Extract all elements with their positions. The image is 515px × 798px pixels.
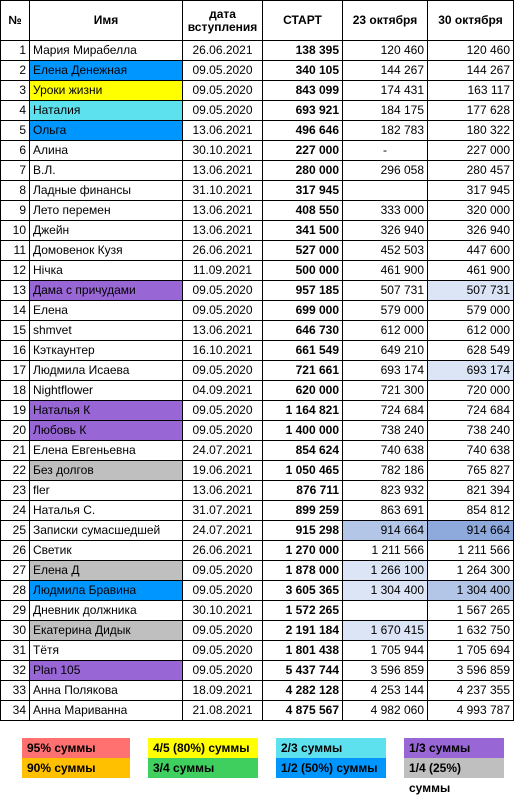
- row-start: 1 270 000: [263, 541, 343, 561]
- row-number: 24: [1, 501, 30, 521]
- row-start: 957 185: [263, 281, 343, 301]
- table-row: [1, 261, 514, 281]
- row-oct23: 721 300: [343, 381, 428, 401]
- row-name: Людмила Исаева: [30, 361, 183, 381]
- row-date: 13.06.2021: [183, 201, 263, 221]
- table-row: [1, 201, 514, 221]
- row-number: 23: [1, 481, 30, 501]
- row-oct23: 823 932: [343, 481, 428, 501]
- row-oct30: 120 460: [428, 41, 514, 61]
- row-name: Наталья С.: [30, 501, 183, 521]
- row-number: 13: [1, 281, 30, 301]
- row-name: Кэткаунтер: [30, 341, 183, 361]
- row-oct30: 854 812: [428, 501, 514, 521]
- row-oct23: 120 460: [343, 41, 428, 61]
- row-number: 34: [1, 701, 30, 721]
- table-row: [1, 341, 514, 361]
- row-name: Елена Евгеньевна: [30, 441, 183, 461]
- row-name: Лето перемен: [30, 201, 183, 221]
- table-row: [1, 361, 514, 381]
- row-name: Тётя: [30, 641, 183, 661]
- table-row: [1, 281, 514, 301]
- table-row: [1, 121, 514, 141]
- row-date: 13.06.2021: [183, 121, 263, 141]
- legend-item: 1/2 (50%) суммы: [276, 758, 386, 778]
- row-start: 527 000: [263, 241, 343, 261]
- row-oct30: 1 567 265: [428, 601, 514, 621]
- row-number: 27: [1, 561, 30, 581]
- row-oct23: 1 211 566: [343, 541, 428, 561]
- row-start: 317 945: [263, 181, 343, 201]
- row-number: 9: [1, 201, 30, 221]
- row-number: 8: [1, 181, 30, 201]
- row-oct30: 579 000: [428, 301, 514, 321]
- row-start: 2 191 184: [263, 621, 343, 641]
- row-oct30: 4 993 787: [428, 701, 514, 721]
- table-row: [1, 621, 514, 641]
- row-date: 26.06.2021: [183, 541, 263, 561]
- legend-item: 2/3 суммы: [276, 738, 386, 758]
- row-number: 29: [1, 601, 30, 621]
- legend-item: 1/3 суммы: [404, 738, 504, 758]
- row-oct23: 144 267: [343, 61, 428, 81]
- row-start: 699 000: [263, 301, 343, 321]
- row-oct23: 693 174: [343, 361, 428, 381]
- row-start: 1 801 438: [263, 641, 343, 661]
- table-row: [1, 101, 514, 121]
- row-start: 280 000: [263, 161, 343, 181]
- color-legend: [0, 728, 514, 795]
- row-number: 15: [1, 321, 30, 341]
- row-start: 227 000: [263, 141, 343, 161]
- row-number: 6: [1, 141, 30, 161]
- row-date: 04.09.2021: [183, 381, 263, 401]
- row-date: 09.05.2020: [183, 401, 263, 421]
- row-oct30: 1 304 400: [428, 581, 514, 601]
- row-date: 30.10.2021: [183, 141, 263, 161]
- row-start: 1 164 821: [263, 401, 343, 421]
- row-name: Светик: [30, 541, 183, 561]
- row-number: 3: [1, 81, 30, 101]
- row-oct23: 333 000: [343, 201, 428, 221]
- row-number: 26: [1, 541, 30, 561]
- row-name: Людмила Бравина: [30, 581, 183, 601]
- table-row: [1, 301, 514, 321]
- row-name: Любовь К: [30, 421, 183, 441]
- table-row: [1, 401, 514, 421]
- row-start: 854 624: [263, 441, 343, 461]
- row-start: 1 400 000: [263, 421, 343, 441]
- row-start: 4 875 567: [263, 701, 343, 721]
- table-row: [1, 541, 514, 561]
- table-row: [1, 701, 514, 721]
- table-row: [1, 421, 514, 441]
- row-number: 32: [1, 661, 30, 681]
- row-number: 28: [1, 581, 30, 601]
- row-oct30: 317 945: [428, 181, 514, 201]
- table-row: [1, 381, 514, 401]
- row-oct30: 447 600: [428, 241, 514, 261]
- row-oct23: 740 638: [343, 441, 428, 461]
- legend-item: 4/5 (80%) суммы: [148, 738, 258, 758]
- row-name: Наталья К: [30, 401, 183, 421]
- row-start: 1 878 000: [263, 561, 343, 581]
- row-oct23: 782 186: [343, 461, 428, 481]
- row-date: 21.08.2021: [183, 701, 263, 721]
- row-oct30: 1 211 566: [428, 541, 514, 561]
- row-oct30: 461 900: [428, 261, 514, 281]
- row-start: 693 921: [263, 101, 343, 121]
- row-oct30: 720 000: [428, 381, 514, 401]
- header-oct30: 30 октября: [428, 1, 514, 41]
- row-date: 26.06.2021: [183, 41, 263, 61]
- row-start: 408 550: [263, 201, 343, 221]
- row-date: 16.10.2021: [183, 341, 263, 361]
- table-row: [1, 441, 514, 461]
- row-date: 09.05.2020: [183, 621, 263, 641]
- row-name: Нічка: [30, 261, 183, 281]
- table-row: [1, 181, 514, 201]
- header-oct23: 23 октября: [343, 1, 428, 41]
- row-name: Дневник должника: [30, 601, 183, 621]
- row-oct23: 1 304 400: [343, 581, 428, 601]
- row-oct23: 1 670 415: [343, 621, 428, 641]
- row-oct30: 740 638: [428, 441, 514, 461]
- row-oct30: 1 264 300: [428, 561, 514, 581]
- row-oct23: 184 175: [343, 101, 428, 121]
- row-date: 09.05.2020: [183, 81, 263, 101]
- row-number: 14: [1, 301, 30, 321]
- table-row: [1, 501, 514, 521]
- row-start: 876 711: [263, 481, 343, 501]
- row-date: 19.06.2021: [183, 461, 263, 481]
- row-name: shmvet: [30, 321, 183, 341]
- row-oct23: 1 266 100: [343, 561, 428, 581]
- row-start: 138 395: [263, 41, 343, 61]
- row-name: fler: [30, 481, 183, 501]
- header-num: №: [1, 1, 30, 41]
- row-date: 09.05.2020: [183, 641, 263, 661]
- row-oct30: 724 684: [428, 401, 514, 421]
- row-start: 661 549: [263, 341, 343, 361]
- row-oct30: 612 000: [428, 321, 514, 341]
- row-start: 620 000: [263, 381, 343, 401]
- row-number: 21: [1, 441, 30, 461]
- row-name: Уроки жизни: [30, 81, 183, 101]
- header-row: [1, 1, 514, 41]
- row-oct30: 507 731: [428, 281, 514, 301]
- row-oct30: 821 394: [428, 481, 514, 501]
- row-name: Анна Полякова: [30, 681, 183, 701]
- row-oct30: 4 237 355: [428, 681, 514, 701]
- table-row: [1, 141, 514, 161]
- row-name: В.Л.: [30, 161, 183, 181]
- row-oct23: 4 253 144: [343, 681, 428, 701]
- table-row: [1, 41, 514, 61]
- table-row: [1, 61, 514, 81]
- row-start: 5 437 744: [263, 661, 343, 681]
- table-row: [1, 521, 514, 541]
- row-start: 3 605 365: [263, 581, 343, 601]
- row-oct23: 461 900: [343, 261, 428, 281]
- row-name: Екатерина Дидык: [30, 621, 183, 641]
- row-oct30: 320 000: [428, 201, 514, 221]
- row-number: 25: [1, 521, 30, 541]
- row-number: 18: [1, 381, 30, 401]
- row-date: 31.07.2021: [183, 501, 263, 521]
- row-start: 1 050 465: [263, 461, 343, 481]
- row-number: 7: [1, 161, 30, 181]
- row-date: 11.09.2021: [183, 261, 263, 281]
- row-start: 341 500: [263, 221, 343, 241]
- row-oct23: 914 664: [343, 521, 428, 541]
- row-oct30: 738 240: [428, 421, 514, 441]
- row-date: 09.05.2020: [183, 561, 263, 581]
- table-row: [1, 581, 514, 601]
- row-oct23: 3 596 859: [343, 661, 428, 681]
- row-name: Елена Д: [30, 561, 183, 581]
- header-name: Имя: [30, 1, 183, 41]
- row-oct23: 1 705 944: [343, 641, 428, 661]
- row-oct23: 4 982 060: [343, 701, 428, 721]
- row-date: 13.06.2021: [183, 321, 263, 341]
- row-oct30: 326 940: [428, 221, 514, 241]
- row-number: 33: [1, 681, 30, 701]
- row-oct30: 628 549: [428, 341, 514, 361]
- row-date: 24.07.2021: [183, 441, 263, 461]
- row-name: Наталия: [30, 101, 183, 121]
- row-oct23: 724 684: [343, 401, 428, 421]
- row-date: 13.06.2021: [183, 481, 263, 501]
- row-name: Джейн: [30, 221, 183, 241]
- row-date: 09.05.2020: [183, 661, 263, 681]
- row-number: 1: [1, 41, 30, 61]
- row-name: Мария Мирабелла: [30, 41, 183, 61]
- row-oct30: 144 267: [428, 61, 514, 81]
- table-row: [1, 221, 514, 241]
- row-date: 09.05.2020: [183, 581, 263, 601]
- row-oct23: 452 503: [343, 241, 428, 261]
- row-start: 496 646: [263, 121, 343, 141]
- row-oct30: 280 457: [428, 161, 514, 181]
- row-start: 340 105: [263, 61, 343, 81]
- row-oct30: 163 117: [428, 81, 514, 101]
- row-date: 31.10.2021: [183, 181, 263, 201]
- table-row: [1, 321, 514, 341]
- row-name: Без долгов: [30, 461, 183, 481]
- row-oct23: 738 240: [343, 421, 428, 441]
- row-name: Ольга: [30, 121, 183, 141]
- row-start: 899 259: [263, 501, 343, 521]
- row-number: 2: [1, 61, 30, 81]
- table-row: [1, 601, 514, 621]
- table-row: [1, 481, 514, 501]
- row-name: Елена Денежная: [30, 61, 183, 81]
- row-number: 12: [1, 261, 30, 281]
- header-start: СТАРТ: [263, 1, 343, 41]
- row-oct23: 507 731: [343, 281, 428, 301]
- row-name: Дама с причудами: [30, 281, 183, 301]
- row-date: 09.05.2020: [183, 301, 263, 321]
- table-row: [1, 81, 514, 101]
- row-start: 915 298: [263, 521, 343, 541]
- row-start: 646 730: [263, 321, 343, 341]
- row-oct23: 174 431: [343, 81, 428, 101]
- row-date: 18.09.2021: [183, 681, 263, 701]
- row-oct30: 765 827: [428, 461, 514, 481]
- row-oct23: 326 940: [343, 221, 428, 241]
- row-start: 843 099: [263, 81, 343, 101]
- row-name: Записки сумасшедшей: [30, 521, 183, 541]
- row-oct23: [343, 181, 428, 201]
- row-oct30: 3 596 859: [428, 661, 514, 681]
- row-date: 24.07.2021: [183, 521, 263, 541]
- row-name: Plan 105: [30, 661, 183, 681]
- row-date: 13.06.2021: [183, 161, 263, 181]
- row-oct23: 863 691: [343, 501, 428, 521]
- row-start: 500 000: [263, 261, 343, 281]
- row-date: 26.06.2021: [183, 241, 263, 261]
- row-oct23: 296 058: [343, 161, 428, 181]
- legend-item: 1/4 (25%) суммы: [404, 758, 504, 778]
- row-number: 5: [1, 121, 30, 141]
- row-start: 1 572 265: [263, 601, 343, 621]
- row-oct30: 177 628: [428, 101, 514, 121]
- table-row: [1, 681, 514, 701]
- row-number: 30: [1, 621, 30, 641]
- row-oct23: 612 000: [343, 321, 428, 341]
- row-oct30: 693 174: [428, 361, 514, 381]
- table-body: [1, 41, 514, 721]
- row-name: Анна Мариванна: [30, 701, 183, 721]
- row-name: Алина: [30, 141, 183, 161]
- row-number: 17: [1, 361, 30, 381]
- table-row: [1, 161, 514, 181]
- row-number: 11: [1, 241, 30, 261]
- row-name: Ладные финансы: [30, 181, 183, 201]
- table-row: [1, 641, 514, 661]
- row-oct30: 1 632 750: [428, 621, 514, 641]
- row-oct23: 649 210: [343, 341, 428, 361]
- row-date: 09.05.2020: [183, 61, 263, 81]
- row-date: 09.05.2020: [183, 101, 263, 121]
- row-number: 10: [1, 221, 30, 241]
- row-start: 4 282 128: [263, 681, 343, 701]
- row-oct23: -: [343, 141, 428, 161]
- row-oct30: 227 000: [428, 141, 514, 161]
- row-start: 721 661: [263, 361, 343, 381]
- row-number: 16: [1, 341, 30, 361]
- row-oct23: 182 783: [343, 121, 428, 141]
- row-oct30: 180 322: [428, 121, 514, 141]
- row-oct30: 1 705 694: [428, 641, 514, 661]
- header-date: дата вступления: [183, 1, 263, 41]
- table-row: [1, 661, 514, 681]
- row-date: 09.05.2020: [183, 361, 263, 381]
- row-number: 22: [1, 461, 30, 481]
- row-oct23: [343, 601, 428, 621]
- row-date: 09.05.2020: [183, 421, 263, 441]
- legend-item: 3/4 суммы: [148, 758, 258, 778]
- row-number: 20: [1, 421, 30, 441]
- row-date: 13.06.2021: [183, 221, 263, 241]
- legend-item: 95% суммы: [22, 738, 130, 758]
- row-oct23: 579 000: [343, 301, 428, 321]
- row-date: 09.05.2020: [183, 281, 263, 301]
- row-name: Домовенок Кузя: [30, 241, 183, 261]
- row-number: 19: [1, 401, 30, 421]
- legend-item: 90% суммы: [22, 758, 130, 778]
- row-date: 30.10.2021: [183, 601, 263, 621]
- row-number: 4: [1, 101, 30, 121]
- row-name: Nightflower: [30, 381, 183, 401]
- row-name: Елена: [30, 301, 183, 321]
- table-row: [1, 461, 514, 481]
- row-number: 31: [1, 641, 30, 661]
- row-oct30: 914 664: [428, 521, 514, 541]
- table-row: [1, 561, 514, 581]
- table-row: [1, 241, 514, 261]
